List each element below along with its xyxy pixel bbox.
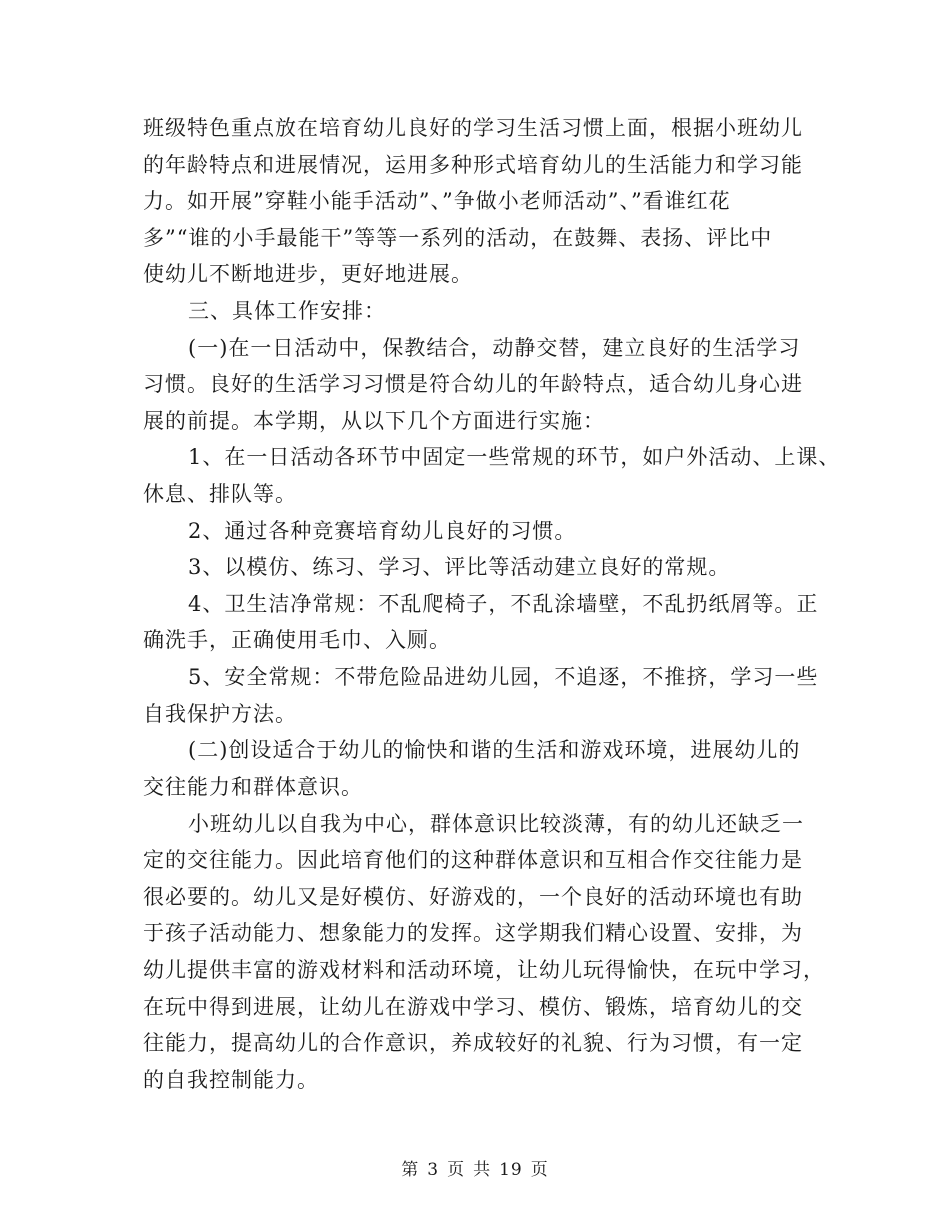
current-page-number: 3: [427, 1160, 440, 1180]
paragraph-line: 展的前提。本学期，从以下几个方面进行实施：: [143, 409, 605, 433]
total-pages-number: 19: [499, 1160, 523, 1180]
list-item-line: 1、在一日活动各环节中固定一些常规的环节，如户外活动、上课、: [188, 445, 841, 469]
page-label-mid: 页: [447, 1160, 466, 1180]
total-label-prefix: 共: [473, 1160, 492, 1180]
list-item-line: 2、通过各种竞赛培育幼儿良好的习惯。: [188, 519, 577, 543]
paragraph-line: 的年龄特点和进展情况，运用多种形式培育幼儿的生活能力和学习能: [143, 153, 803, 177]
paragraph-line: 力。如开展”穿鞋小能手活动”、”争做小老师活动”、”看谁红花: [143, 189, 731, 213]
page-label-suffix: 页: [530, 1160, 549, 1180]
page-footer: [0, 1155, 950, 1180]
page-label-prefix: 第: [401, 1160, 420, 1180]
list-item-line: 5、安全常规：不带危险品进幼儿园，不追逐，不推挤，学习一些: [188, 665, 819, 689]
paragraph-line: 的自我控制能力。: [143, 1068, 319, 1092]
paragraph-line: (二)创设适合于幼儿的愉快和谐的生活和游戏环境，进展幼儿的: [188, 738, 801, 762]
paragraph-line: 幼儿提供丰富的游戏材料和活动环境，让幼儿玩得愉快，在玩中学习，: [143, 958, 825, 982]
list-item-line: 确洗手，正确使用毛巾、入厕。: [143, 628, 451, 652]
paragraph-line: 使幼儿不断地进步，更好地进展。: [143, 262, 473, 286]
paragraph-line: 在玩中得到进展，让幼儿在游戏中学习、模仿、锻炼，培育幼儿的交: [143, 995, 803, 1019]
paragraph-line: 交往能力和群体意识。: [143, 775, 363, 799]
paragraph-line: 往能力，提高幼儿的合作意识，养成较好的礼貌、行为习惯，有一定: [143, 1031, 803, 1055]
paragraph-line: 习惯。良好的生活学习习惯是符合幼儿的年龄特点，适合幼儿身心进: [143, 372, 803, 396]
list-item-line: 4、卫生洁净常规：不乱爬椅子，不乱涂墙壁，不乱扔纸屑等。正: [188, 592, 819, 616]
paragraph-line: 于孩子活动能力、想象能力的发挥。这学期我们精心设置、安排，为: [143, 921, 803, 945]
paragraph-line: 定的交往能力。因此培育他们的这种群体意识和互相合作交往能力是: [143, 848, 803, 872]
paragraph-line: 很必要的。幼儿又是好模仿、好游戏的，一个良好的活动环境也有助: [143, 885, 803, 909]
list-item-line: 3、以模仿、练习、学习、评比等活动建立良好的常规。: [188, 555, 731, 579]
paragraph-line: (一)在一日活动中，保教结合，动静交替，建立良好的生活学习: [188, 336, 801, 360]
paragraph-line: 小班幼儿以自我为中心，群体意识比较淡薄，有的幼儿还缺乏一: [188, 812, 804, 836]
section-heading: 三、具体工作安排：: [188, 299, 386, 323]
paragraph-line: 班级特色重点放在培育幼儿良好的学习生活习惯上面，根据小班幼儿: [143, 116, 803, 140]
list-item-line: 休息、排队等。: [143, 482, 297, 506]
paragraph-line: 多”“谁的小手最能干”等等一系列的活动，在鼓舞、表扬、评比中: [143, 226, 773, 250]
list-item-line: 自我保护方法。: [143, 702, 297, 726]
